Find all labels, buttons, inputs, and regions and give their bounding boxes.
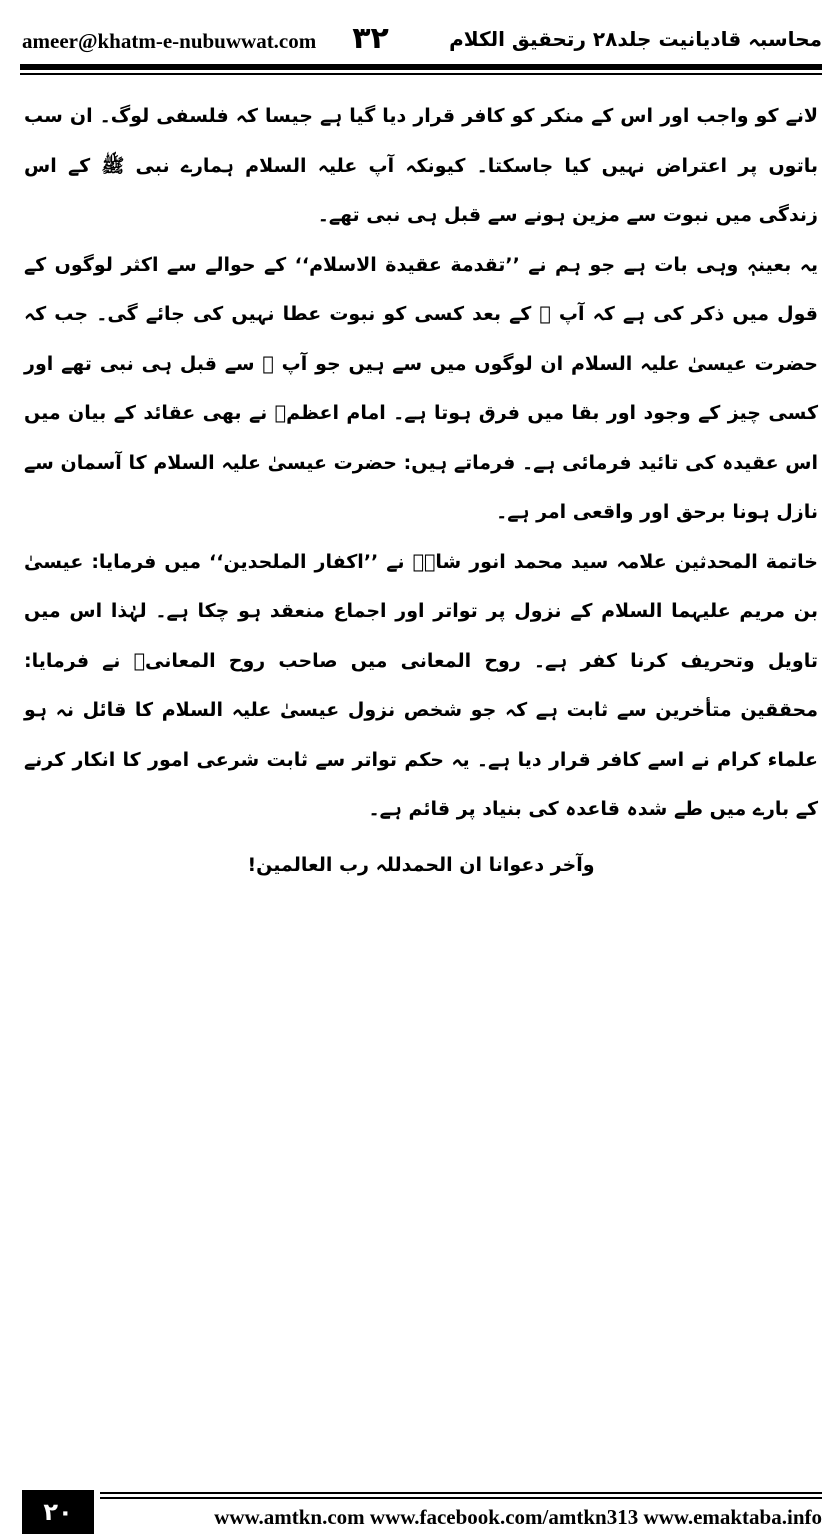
page-body xyxy=(24,92,818,890)
header-rule-thin xyxy=(20,73,822,75)
footer-rule-bottom xyxy=(100,1497,822,1499)
paragraph-1: لانے کو واجب اور اس کے منکر کو کافر قرار دیا گیا ہے جیسا کہ فلسفی لوگ۔ ان سب باتوں پر اعتراض نہیں کیا جاسکتا۔ کیونکہ آپ علیہ السلام ہمارے نبی ﷺ کے اس زندگی میں نبوت سے مزین ہونے سے قبل ہی نبی تھے۔ xyxy=(24,105,818,226)
paragraph-2: یہ بعینہٖ وہی بات ہے جو ہم نے ’’تقدمة عقیدة الاسلام‘‘ کے حوالے سے اکثر لوگوں کے قول میں ذکر کی ہے کہ آپ ﷺ کے بعد کسی کو نبوت عطا نہیں کی جائے گی۔ جب کہ حضرت عیسیٰ علیہ السلام ان لوگوں میں سے ہیں جو آپ ﷺ سے قبل ہی نبی تھے اور کسی چیز کے وجود اور بقا میں فرق ہوتا ہے۔ امام اعظمؒ نے بھی عقائد کے بیان میں اس عقیدہ کی تائید فرمائی ہے۔ فرماتے ہیں: حضرت عیسیٰ علیہ السلام کا آسمان سے نازل ہونا برحق اور واقعی امر ہے۔ xyxy=(24,253,818,523)
header-book-title: محاسبہ قادیانیت جلد۲۸ رتحقیق الکلام xyxy=(449,27,822,51)
footer-urls: www.amtkn.com www.facebook.com/amtkn313 www.emaktaba.info xyxy=(214,1505,822,1529)
header-rule-thick xyxy=(20,64,822,70)
header-email: ameer@khatm-e-nubuwwat.com xyxy=(22,29,317,53)
closing-line: وآخر دعوانا ان الحمدللہ رب العالمین! xyxy=(247,853,595,876)
page-header xyxy=(22,12,822,60)
header-left xyxy=(22,22,389,60)
page-footer xyxy=(22,1490,822,1534)
paragraph-3: خاتمة المحدثین علامہ سید محمد انور شاہؒ نے ’’اکفار الملحدین‘‘ میں فرمایا: عیسیٰ بن مریم علیہما السلام کے نزول پر تواتر اور اجماع منعقد ہو چکا ہے۔ لہٰذا اس میں تاویل وتحریف کرنا کفر ہے۔ روح المعانی میں صاحب روح المعانیؒ نے فرمایا: محققین متأخرین سے ثابت ہے کہ جو شخص نزول عیسیٰ علیہ السلام کا قائل نہ ہو علماء کرام نے اسے کافر قرار دیا ہے۔ یہ حکم تواتر سے ثابت شرعی امور کا انکار کرنے کے بارے میں طے شدہ قاعدہ کی بنیاد پر قائم ہے۔ xyxy=(24,550,818,820)
header-page-number: ۳۲ xyxy=(352,21,389,56)
footer-rule-top xyxy=(100,1492,822,1494)
footer-page-number: ۲۰ xyxy=(22,1490,94,1534)
